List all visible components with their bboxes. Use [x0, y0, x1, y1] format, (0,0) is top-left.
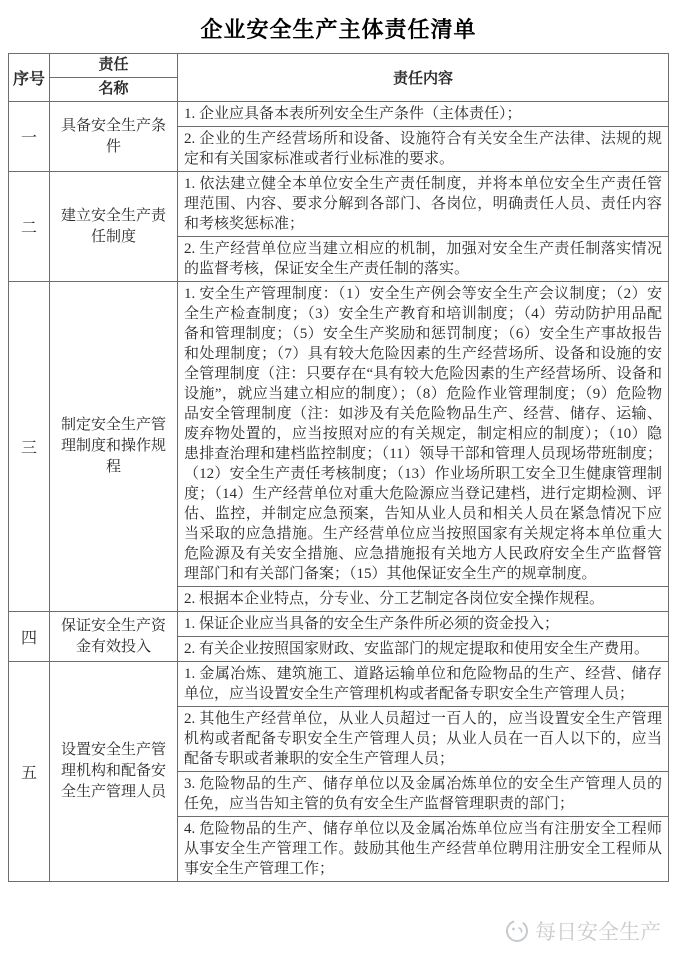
header-col-name-line1: 责任 — [98, 57, 129, 73]
content-item: 1. 依法建立健全本单位安全生产责任制度，并将本单位安全生产责任管理范围、内容、要求分解到各部门、各岗位，明确责任人员、责任内容和考核奖惩标准； — [184, 176, 662, 232]
header-col-content: 责任内容 — [392, 71, 453, 87]
row-content-cell — [178, 102, 668, 171]
row-name-cell: 设置安全生产管理机构和配备安全生产管理人员 — [50, 662, 178, 881]
row-content-cell — [178, 662, 668, 881]
row-content-cell — [178, 172, 668, 281]
content-item: 1. 安全生产管理制度：（1）安全生产例会等安全生产会议制度；（2）安全生产检查制度；（3）安全生产教育和培训制度；（4）劳动防护用品配备和管理制度；（5）安全生产奖励和惩罚制度；（6）安全生产事故报告和处理制度；（7）具有较大危险因素的生产经营场所、设备和设施的安全管理制度（注：只要存在“具有较大危险因素的生产经营场所、设备和设施”，就应当建立相应的制度）；（8）危险作业管理制度；（9）危险物品安全管理制度（注：如涉及有关危险物品生产、经营、储存、运输、废弃物处置的，应当按照对应的有关规定，制定相应的制度）；（10）隐患排查治理和建档监控制度；（11）领导干部和管理人员现场带班制度；（12）安全生产责任考核制度；（13）作业场所职工安全卫生健康管理制度；（14）生产经营单位对重大危险源应当登记建档，进行定期检测、评估、监控，并制定应急预案，告知从业人员和相关人员在紧急情况下应当采取的应急措施。生产经营单位应当按照国家有关规定将本单位重大危险源及有关安全措施、应急措施报有关地方人民政府安全生产监督管理部门和有关部门备案；（15）其他保证安全生产的规章制度。 — [184, 286, 662, 582]
row-num-cell: 五 — [9, 662, 50, 881]
row-name-cell: 制定安全生产管理制度和操作规程 — [50, 282, 178, 611]
responsibility-table — [8, 53, 669, 882]
content-item: 3. 危险物品的生产、储存单位以及金属冶炼单位的安全生产管理人员的任免，应当告知主管的负有安全生产监督管理职责的部门； — [178, 771, 668, 816]
smiley-circle-icon — [504, 918, 530, 944]
table-header-row — [9, 54, 668, 101]
table-row — [9, 171, 668, 281]
header-col-name-line2: 名称 — [50, 77, 177, 101]
row-name-cell: 建立安全生产责任制度 — [50, 172, 178, 281]
table-row — [9, 611, 668, 661]
content-item: 2. 根据本企业特点，分专业、分工艺制定各岗位安全操作规程。 — [178, 586, 668, 611]
header-col-name — [50, 54, 178, 101]
table-row — [9, 661, 668, 881]
row-name-cell: 保证安全生产资金有效投入 — [50, 612, 178, 661]
content-item: 1. 保证企业应当具备的安全生产条件所必须的资金投入； — [184, 616, 560, 632]
row-num-cell: 四 — [9, 612, 50, 661]
content-item: 2. 生产经营单位应当建立相应的机制，加强对安全生产责任制落实情况的监督考核，保证安全生产责任制的落实。 — [178, 236, 668, 281]
header-col-num: 序号 — [9, 54, 50, 101]
row-num-cell: 一 — [9, 102, 50, 171]
content-item: 2. 有关企业按照国家财政、安监部门的规定提取和使用安全生产费用。 — [178, 636, 668, 661]
row-num-cell: 二 — [9, 172, 50, 281]
table-row — [9, 101, 668, 171]
content-item: 2. 其他生产经营单位，从业人员超过一百人的，应当设置安全生产管理机构或者配备专职安全生产管理人员；从业人员在一百人以下的，应当配备专职或者兼职的安全生产管理人员； — [178, 706, 668, 771]
content-item: 1. 金属冶炼、建筑施工、道路运输单位和危险物品的生产、经营、储存单位，应当设置安全生产管理机构或者配备专职安全生产管理人员； — [184, 666, 662, 702]
row-content-cell — [178, 612, 668, 661]
row-name-cell: 具备安全生产条件 — [50, 102, 178, 171]
content-item: 1. 企业应具备本表所列安全生产条件（主体责任）； — [184, 106, 522, 122]
row-num-cell: 三 — [9, 282, 50, 611]
content-item: 2. 企业的生产经营场所和设备、设施符合有关安全生产法律、法规的规定和有关国家标准或者行业标准的要求。 — [178, 126, 668, 171]
content-item: 4. 危险物品的生产、储存单位以及金属冶炼单位应当有注册安全工程师从事安全生产管理工作。鼓励其他生产经营单位聘用注册安全工程师从事安全生产管理工作； — [178, 816, 668, 881]
page-title: 企业安全生产主体责任清单 — [200, 17, 477, 42]
row-content-cell — [178, 282, 668, 611]
table-row — [9, 281, 668, 611]
watermark-text: 每日安全生产 — [535, 921, 661, 944]
watermark — [504, 916, 661, 946]
